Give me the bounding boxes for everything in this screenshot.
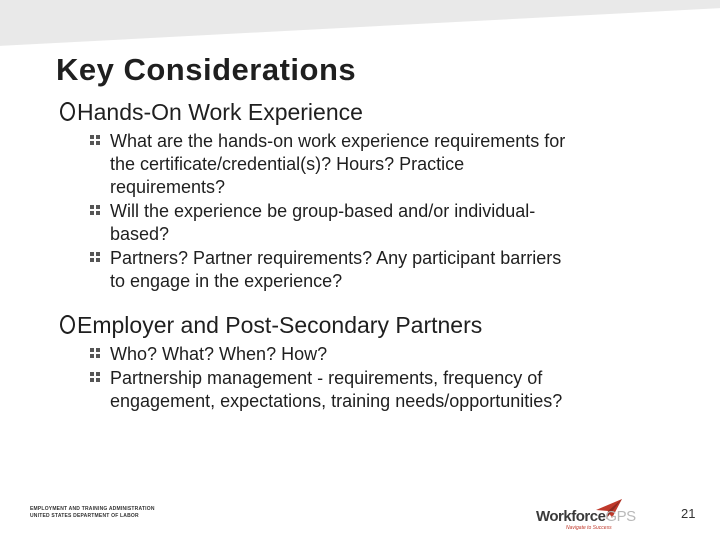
- section-heading-text: Hands-On Work Experience: [77, 99, 363, 125]
- agency-line: UNITED STATES DEPARTMENT OF LABOR: [30, 513, 139, 519]
- list-item: [60, 343, 700, 366]
- bullet-line: engagement, expectations, training needs/opportunities?: [110, 391, 563, 411]
- square-bullet-icon: [90, 348, 102, 360]
- brand-tagline: Navigate to Success: [566, 525, 612, 531]
- bullet-line: Partnership management - requirements, frequency of: [110, 368, 543, 388]
- list-item: [60, 130, 700, 199]
- square-bullet-icon: [90, 372, 102, 384]
- bullet-list: [60, 130, 700, 293]
- bullet-line: What are the hands-on work experience requirements for: [110, 131, 566, 151]
- section-heading: [60, 98, 700, 126]
- list-item: [60, 247, 700, 293]
- square-bullet-icon: [90, 252, 102, 264]
- section-hands-on: [60, 98, 700, 293]
- bullet-line: the certificate/credential(s)? Hours? Practice: [110, 154, 465, 174]
- brand-name: [536, 508, 636, 525]
- page-number: 21: [681, 506, 696, 521]
- square-bullet-icon: [90, 135, 102, 147]
- bullet-line: to engage in the experience?: [110, 271, 343, 291]
- workforce-gps-logo: [536, 498, 656, 532]
- slide-content: [60, 98, 700, 414]
- brand-suffix-text: GPS: [605, 508, 636, 525]
- agency-logo: [30, 506, 155, 520]
- bullet-line: Who? What? When? How?: [110, 344, 328, 364]
- section-heading: [60, 311, 700, 339]
- square-bullet-icon: [90, 205, 102, 217]
- bullet-line: based?: [110, 224, 170, 244]
- brand-main-text: Workforce: [536, 508, 606, 525]
- bullet-line: Partners? Partner requirements? Any participant barriers: [110, 248, 562, 268]
- section-heading-text: Employer and Post-Secondary Partners: [77, 312, 483, 338]
- bullet-list: [60, 343, 700, 413]
- list-item: [60, 200, 700, 246]
- agency-line: EMPLOYMENT AND TRAINING ADMINISTRATION: [30, 506, 155, 512]
- slide-title: Key Considerations: [56, 52, 357, 87]
- circle-bullet-icon: [60, 102, 75, 121]
- bullet-line: requirements?: [110, 177, 226, 197]
- section-partners: [60, 311, 700, 413]
- bullet-line: Will the experience be group-based and/or individual-: [110, 201, 536, 221]
- list-item: [60, 367, 700, 413]
- decorative-corner-band: [0, 0, 720, 48]
- circle-bullet-icon: [60, 315, 75, 334]
